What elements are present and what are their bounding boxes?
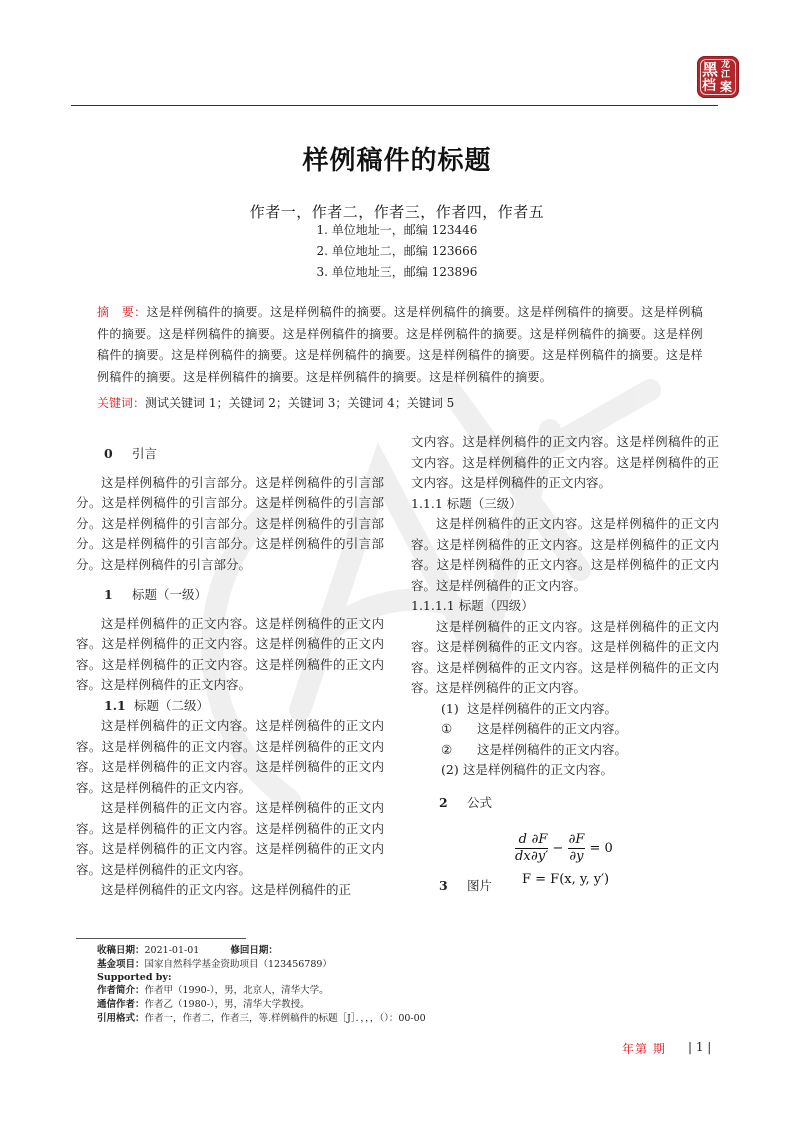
section-2-heading [411,793,719,814]
numerator: d [515,832,531,849]
section-number: 2 [439,794,448,810]
logo-char-jiang: 江 [721,70,731,80]
list-marker: ② [441,741,453,757]
section-3-heading [411,876,492,897]
equals-zero: = 0 [589,841,613,856]
left-column [76,444,384,901]
section-title: 标题（一级） [132,587,208,602]
section-1-1-1-paragraph: 这是样例稿件的正文内容。这是样例稿件的正文内容。这是样例稿件的正文内容。这是样例稿件的正文内容。这是样例稿件的正文内容。这是样例稿件的正文内容。这是样例稿件的正文内容。 [411,516,719,593]
keywords-text: 测试关键词 1；关键词 2；关键词 3；关键词 4；关键词 5 [145,396,455,410]
section-1-1-paragraph-1: 这是样例稿件的正文内容。这是样例稿件的正文内容。这是样例稿件的正文内容。这是样例稿件的正文内容。这是样例稿件的正文内容。这是样例稿件的正文内容。这是样例稿件的正文内容。 [76,718,384,795]
fraction-d-dx [515,832,531,865]
footnote-supported-by: Supported by: [97,972,172,983]
bio-value: 作者甲（1990-），男，北京人，清华大学。 [144,985,329,996]
section-number: 1.1.1.1 [411,598,455,613]
author-list: 作者一，作者二，作者三，作者四，作者五 [249,203,545,221]
list-marker: ① [441,721,453,736]
section-1-1-1-1-paragraph: 这是样例稿件的正文内容。这是样例稿件的正文内容。这是样例稿件的正文内容。这是样例稿件的正文内容。这是样例稿件的正文内容。这是样例稿件的正文内容。这是样例稿件的正文内容。 [411,618,719,695]
list-text: 这是样例稿件的正文内容。 [477,721,628,736]
footnote-rule [76,938,246,939]
section-title: 标题（四级） [458,598,534,613]
section-number: 0 [104,446,113,461]
right-column [411,432,719,813]
list-marker: (1) [441,700,459,716]
footnote-author-bio [97,984,329,997]
bio-label: 作者简介： [97,985,145,996]
continued-paragraph: 文内容。这是样例稿件的正文内容。这是样例稿件的正文内容。这是样例稿件的正文内容。这是样例稿件的正文内容。这是样例稿件的正文内容。 [411,434,719,490]
footnote-corresponding [97,998,310,1011]
section-title: 标题（二级） [134,697,210,713]
section-number: 1.1 [104,697,126,713]
logo-char-hei: 黑 [702,60,719,79]
section-1-1-paragraph-2: 这是样例稿件的正文内容。这是样例稿件的正文内容。这是样例稿件的正文内容。这是样例稿件的正文内容。这是样例稿件的正文内容。这是样例稿件的正文内容。这是样例稿件的正文内容。 [76,800,384,877]
list-item [411,740,719,761]
abstract-text: 这是样例稿件的摘要。这是样例稿件的摘要。这是样例稿件的摘要。这是样例稿件的摘要。这是样例稿件的摘要。这是样例稿件的摘要。这是样例稿件的摘要。这是样例稿件的摘要。这是样例稿件的摘要。这是样例稿件的摘要。这是样例稿件的摘要。这是样例稿件的摘要。这是样例稿件的摘要。这是样例稿件的摘要。这是样例稿件的摘要。这是样例稿件的摘要。这是样例稿件的摘要。这是样例稿件的摘要。 [97,305,703,384]
intro-paragraph: 这是样例稿件的引言部分。这是样例稿件的引言部分。这是样例稿件的引言部分。这是样例稿件的引言部分。这是样例稿件的引言部分。这是样例稿件的引言部分。这是样例稿件的引言部分。这是样例稿件的引言部分。这是样例稿件的引言部分。 [76,474,384,572]
fund-value: 国家自然科学基金资助项目（123456789） [144,959,332,970]
fraction-dF-dy [568,832,586,865]
issue-label: 年第 期 [622,1042,666,1056]
list-text: 这是样例稿件的正文内容。 [463,762,614,777]
formula-line-2: F = F(x, y, y′) [522,872,610,887]
footnote-dates [97,944,278,957]
list-marker: (2) [441,762,459,777]
abstract-label: 摘 要： [97,305,147,319]
cite-label: 引用格式： [97,1013,145,1024]
section-0-heading [76,444,384,465]
minus-sign: − [552,841,564,856]
corr-label: 通信作者： [97,999,145,1010]
section-number: 1 [104,587,113,602]
section-1-paragraph: 这是样例稿件的正文内容。这是样例稿件的正文内容。这是样例稿件的正文内容。这是样例稿件的正文内容。这是样例稿件的正文内容。这是样例稿件的正文内容。这是样例稿件的正文内容。 [76,615,384,692]
section-1-1-1-heading [411,494,719,515]
section-number: 3 [439,878,448,893]
footnote-citation [97,1012,426,1025]
section-number: 1.1.1 [411,495,443,511]
received-label: 收稿日期： [97,945,145,956]
section-title: 标题（三级） [446,495,522,511]
fraction-dF-dy-prime [531,832,549,865]
list-item [411,719,719,740]
logo-char-dang: 档 [702,78,716,94]
footnote-fund [97,958,332,971]
section-1-1-heading [76,696,384,717]
section-1-1-1-1-heading [411,596,719,617]
fund-label: 基金项目： [97,959,145,970]
keywords [97,394,703,411]
section-title: 图片 [467,878,493,893]
list-text: 这是样例稿件的正文内容。 [467,700,618,716]
affiliation-3: 3. 单位地址三，邮编 123896 [316,265,478,279]
section-1-heading [76,585,384,606]
list-text: 这是样例稿件的正文内容。 [477,741,628,757]
affiliation-1: 1. 单位地址一，邮编 123446 [316,223,478,237]
list-item [411,760,719,781]
received-value: 2021-01-01 [144,945,200,956]
section-1-1-paragraph-3: 这是样例稿件的正文内容。这是样例稿件的正 [101,882,352,897]
revised-label: 修回日期： [230,945,278,956]
list-item [411,699,719,720]
formula-line-1 [515,832,613,865]
logo-char-long: 龙 [721,60,731,70]
paper-title: 样例稿件的标题 [302,146,492,176]
section-title: 引言 [132,446,158,461]
affiliation-2: 2. 单位地址二，邮编 123666 [316,244,478,258]
logo-char-an: 案 [720,80,733,94]
page-number: | 1 | [688,1040,712,1054]
journal-logo [697,56,739,98]
cite-value: 作者一，作者二，作者三，等.样例稿件的标题［J］．，，，（）：00-00 [144,1013,426,1024]
keywords-label: 关键词： [97,396,146,410]
denominator: dx [515,849,531,864]
denominator: ∂y [569,849,584,864]
section-title: 公式 [467,794,493,810]
header-rule [71,105,718,106]
corr-value: 作者乙（1980-），男，清华大学教授。 [144,999,310,1010]
abstract [97,302,703,388]
numerator: ∂F [568,832,585,847]
denominator: ∂y′ [531,849,549,864]
numerator: ∂F [531,832,548,847]
